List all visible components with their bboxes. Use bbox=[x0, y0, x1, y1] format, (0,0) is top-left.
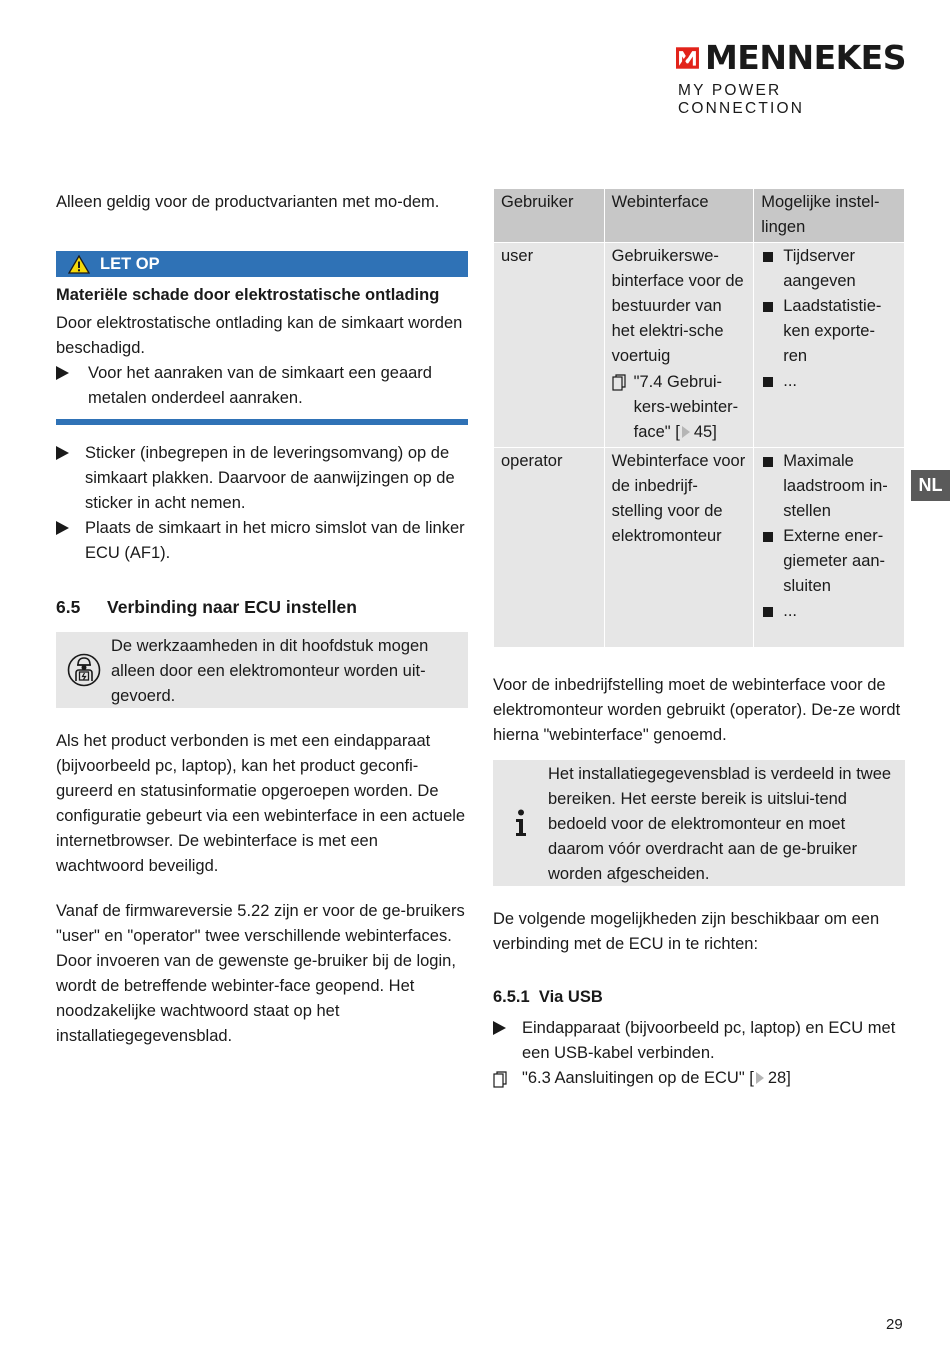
list-item bbox=[761, 599, 897, 624]
language-tab: NL bbox=[911, 470, 950, 501]
square-bullet-icon bbox=[763, 532, 773, 542]
bullet-arrow-icon bbox=[56, 446, 69, 460]
user-table bbox=[493, 188, 905, 648]
subsection-title: Via USB bbox=[538, 988, 603, 1006]
bullet-arrow-icon bbox=[493, 1021, 506, 1035]
step-text: Plaats de simkaart in het micro simslot van de linker ECU (AF1). bbox=[85, 519, 465, 562]
usb-steps bbox=[493, 1016, 905, 1091]
subsection-heading bbox=[493, 988, 905, 1007]
list-item bbox=[761, 244, 897, 294]
setting-text: Externe ener-giemeter aan-sluiten bbox=[783, 527, 886, 595]
setting-text: Tijdserver aangeven bbox=[783, 247, 856, 290]
notice-header bbox=[56, 251, 468, 277]
electrician-note bbox=[56, 632, 468, 708]
table-cell-webinterface bbox=[604, 243, 754, 448]
paragraph: Vanaf de firmwareversie 5.22 zijn er voor de ge-bruikers "user" en "operator" twee verschillende webinterfaces. Door invoeren van de gewenste ge-bruiker bij de login, wordt de betreffende webinter-face geopend. Het noodzakelijke wachtwoord staat op het installatiegegevensblad. bbox=[56, 902, 465, 1045]
square-bullet-icon bbox=[763, 252, 773, 262]
section-title: Verbinding naar ECU instellen bbox=[107, 597, 357, 617]
document-icon bbox=[612, 374, 626, 391]
table-header: Gebruiker bbox=[494, 189, 605, 243]
electrician-icon bbox=[56, 632, 111, 708]
list-item bbox=[761, 294, 897, 369]
notice-label: LET OP bbox=[100, 254, 160, 273]
notice-text: Door elektrostatische ontlading kan de simkaart worden beschadigd. bbox=[56, 314, 463, 357]
table-cell-settings bbox=[754, 448, 905, 648]
setting-text: Maximale laadstroom in-stellen bbox=[783, 452, 888, 520]
notice-bottom-rule bbox=[56, 419, 468, 425]
table-row bbox=[494, 448, 905, 648]
table-header: Mogelijke instel-lingen bbox=[754, 189, 905, 243]
webinterface-description: Gebruikerswe-binterface voor de bestuurder van het elektri-sche voertuig bbox=[611, 247, 744, 365]
brand-name: MENNEKES bbox=[704, 38, 906, 77]
bullet-arrow-icon bbox=[56, 366, 69, 380]
steps-list bbox=[56, 441, 468, 566]
step-text: Eindapparaat (bijvoorbeeld pc, laptop) en ECU met een USB-kabel verbinden. bbox=[522, 1019, 896, 1062]
cross-reference-text: "7.4 Gebrui-kers-webinter-face" [ bbox=[633, 373, 739, 441]
paragraph: Als het product verbonden is met een eindapparaat (bijvoorbeeld pc, laptop), kan het product geconfi-gureerd en statusinformatie opgeroepen worden. De configuratie gebeurt via een webinterface in een actuele internetbrowser. De webinterface is met een wachtwoord beveiligd. bbox=[56, 732, 466, 875]
square-bullet-icon bbox=[763, 607, 773, 617]
intro-text: Alleen geldig voor de productvarianten met mo-dem. bbox=[56, 193, 440, 211]
list-item bbox=[493, 1016, 905, 1066]
document-icon bbox=[493, 1071, 507, 1088]
page-link-arrow-icon bbox=[756, 1072, 764, 1084]
cross-reference[interactable] bbox=[612, 370, 747, 445]
table-cell-webinterface: Webinterface voor de inbedrijf-stelling voor de elektromonteur bbox=[604, 448, 754, 648]
cross-reference-page: 28] bbox=[767, 1069, 791, 1087]
notice-action-text: Voor het aanraken van de simkaart een geaard metalen onderdeel aanraken. bbox=[88, 364, 432, 407]
notice-title: Materiële schade door elektrostatische ontlading bbox=[56, 286, 440, 304]
notice-box bbox=[56, 251, 468, 425]
page-number: 29 bbox=[886, 1316, 903, 1333]
info-note-text: Het installatiegegevensblad is verdeeld in twee bereiken. Het eerste bereik is uitslui-tend bedoeld voor de elektromonteur en moet daarom vóór overdracht aan de ge-bruiker worden afgescheiden. bbox=[548, 765, 892, 883]
paragraph: Voor de inbedrijfstelling moet de webinterface voor de elektromonteur worden gebruikt (operator). De-ze wordt hierna "webinterface" genoemd. bbox=[493, 676, 901, 744]
mennekes-logo-icon bbox=[676, 43, 699, 73]
list-item bbox=[761, 449, 897, 524]
electrician-note-text: De werkzaamheden in dit hoofdstuk mogen alleen door een elektromonteur worden uit-gevoerd. bbox=[111, 637, 429, 705]
bullet-arrow-icon bbox=[56, 521, 69, 535]
square-bullet-icon bbox=[763, 377, 773, 387]
setting-text: Laadstatistie-ken exporte-ren bbox=[783, 297, 882, 365]
list-item bbox=[761, 524, 897, 599]
subsection-number: 6.5.1 bbox=[493, 988, 530, 1006]
setting-text: ... bbox=[783, 602, 797, 620]
list-item bbox=[56, 441, 468, 516]
info-note bbox=[493, 760, 905, 886]
notice-action bbox=[56, 361, 468, 411]
section-number: 6.5 bbox=[56, 597, 81, 617]
brand-tagline: MY POWER CONNECTION bbox=[678, 82, 805, 117]
table-header-row bbox=[494, 189, 905, 243]
warning-icon bbox=[68, 255, 90, 274]
step-text: Sticker (inbegrepen in de leveringsomvang) op de simkaart plakken. Daarvoor de aanwijzingen op de sticker in acht nemen. bbox=[85, 444, 455, 512]
square-bullet-icon bbox=[763, 302, 773, 312]
list-item bbox=[56, 516, 468, 566]
table-cell-settings bbox=[754, 243, 905, 448]
table-cell-user: operator bbox=[494, 448, 605, 648]
mennekes-logo bbox=[676, 40, 906, 118]
info-icon bbox=[493, 760, 548, 886]
setting-text: ... bbox=[783, 372, 797, 390]
section-heading bbox=[56, 597, 468, 618]
cross-reference[interactable] bbox=[493, 1066, 905, 1091]
cross-reference-text: "6.3 Aansluitingen op de ECU" [ bbox=[522, 1069, 754, 1087]
table-row bbox=[494, 243, 905, 448]
table-header: Webinterface bbox=[604, 189, 754, 243]
page-link-arrow-icon bbox=[682, 426, 690, 438]
cross-reference-page: 45] bbox=[693, 423, 717, 441]
square-bullet-icon bbox=[763, 457, 773, 467]
paragraph: De volgende mogelijkheden zijn beschikbaar om een verbinding met de ECU in te richten: bbox=[493, 910, 880, 953]
table-cell-user: user bbox=[494, 243, 605, 448]
list-item bbox=[761, 369, 897, 394]
